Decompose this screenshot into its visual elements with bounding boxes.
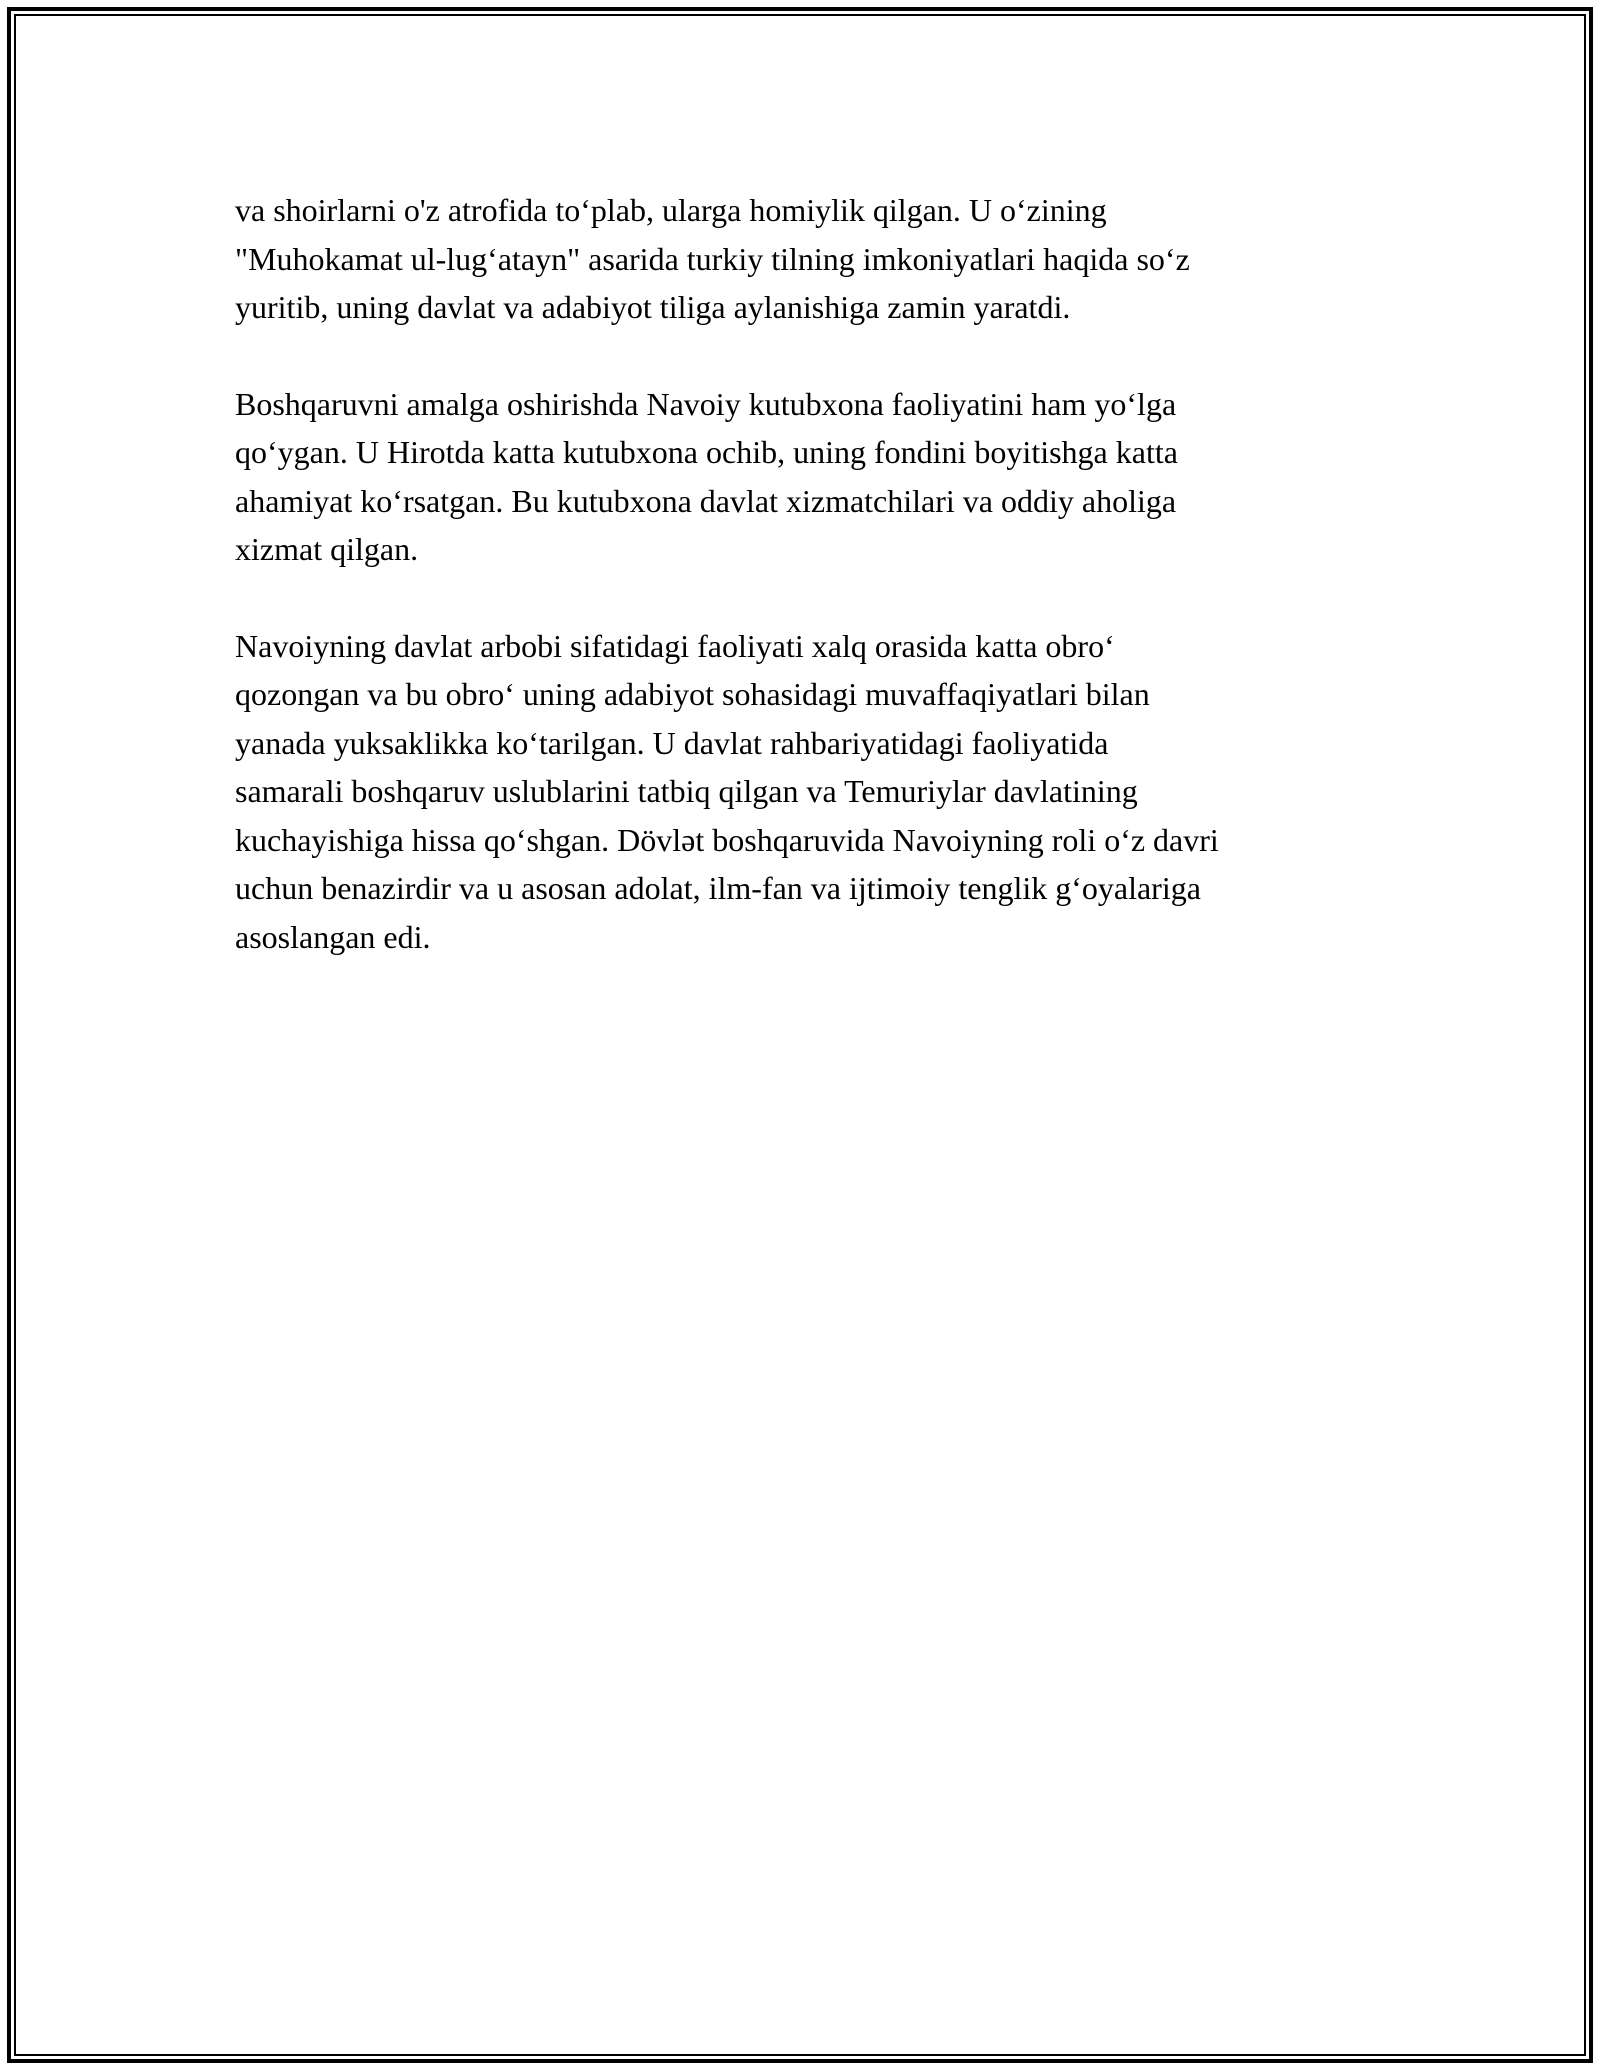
text-line: Boshqaruvni amalga oshirishda Navoiy kutubxona faoliyatini ham yo‘lga [235,385,1177,422]
paragraph-2 [235,380,1375,574]
text-line: asoslangan edi. [235,918,431,955]
text-line: qo‘ygan. U Hirotda katta kutubxona ochib, uning fondini boyitishga katta [235,434,1178,470]
paragraph-3 [235,622,1375,962]
text-line: Navoiyning davlat arbobi sifatidagi faoliyati xalq orasida katta obro‘ [235,627,1115,664]
text-line: qozongan va bu obro‘ uning adabiyot sohasidagi muvaffaqiyatlari bilan [235,676,1150,712]
text-line: yuritib, uning davlat va adabiyot tiliga aylanishiga zamin yaratdi. [235,289,1071,325]
text-line: samarali boshqaruv uslublarini tatbiq qilgan va Temuriylar davlatining [235,773,1138,809]
text-line: xizmat qilgan. [235,531,419,567]
paragraph-1 [235,186,1375,332]
text-line: ahamiyat ko‘rsatgan. Bu kutubxona davlat xizmatchilari va oddiy aholiga [235,482,1177,519]
text-line: kuchayishiga hissa qo‘shgan. Dövlət boshqaruvida Navoiyning roli o‘z davri [235,821,1219,858]
text-line: yanada yuksaklikka ko‘tarilgan. U davlat rahbariyatidagi faoliyatida [235,724,1109,761]
text-line: "Muhokamat ul-lug‘atayn" asarida turkiy tilning imkoniyatlari haqida so‘z [235,240,1190,277]
text-line: va shoirlarni o'z atrofida to‘plab, ularga homiylik qilgan. U o‘zining [235,192,1107,228]
document-body [235,186,1375,1009]
text-line: uchun benazirdir va u asosan adolat, ilm-fan va ijtimoiy tenglik g‘oyalariga [235,870,1201,906]
